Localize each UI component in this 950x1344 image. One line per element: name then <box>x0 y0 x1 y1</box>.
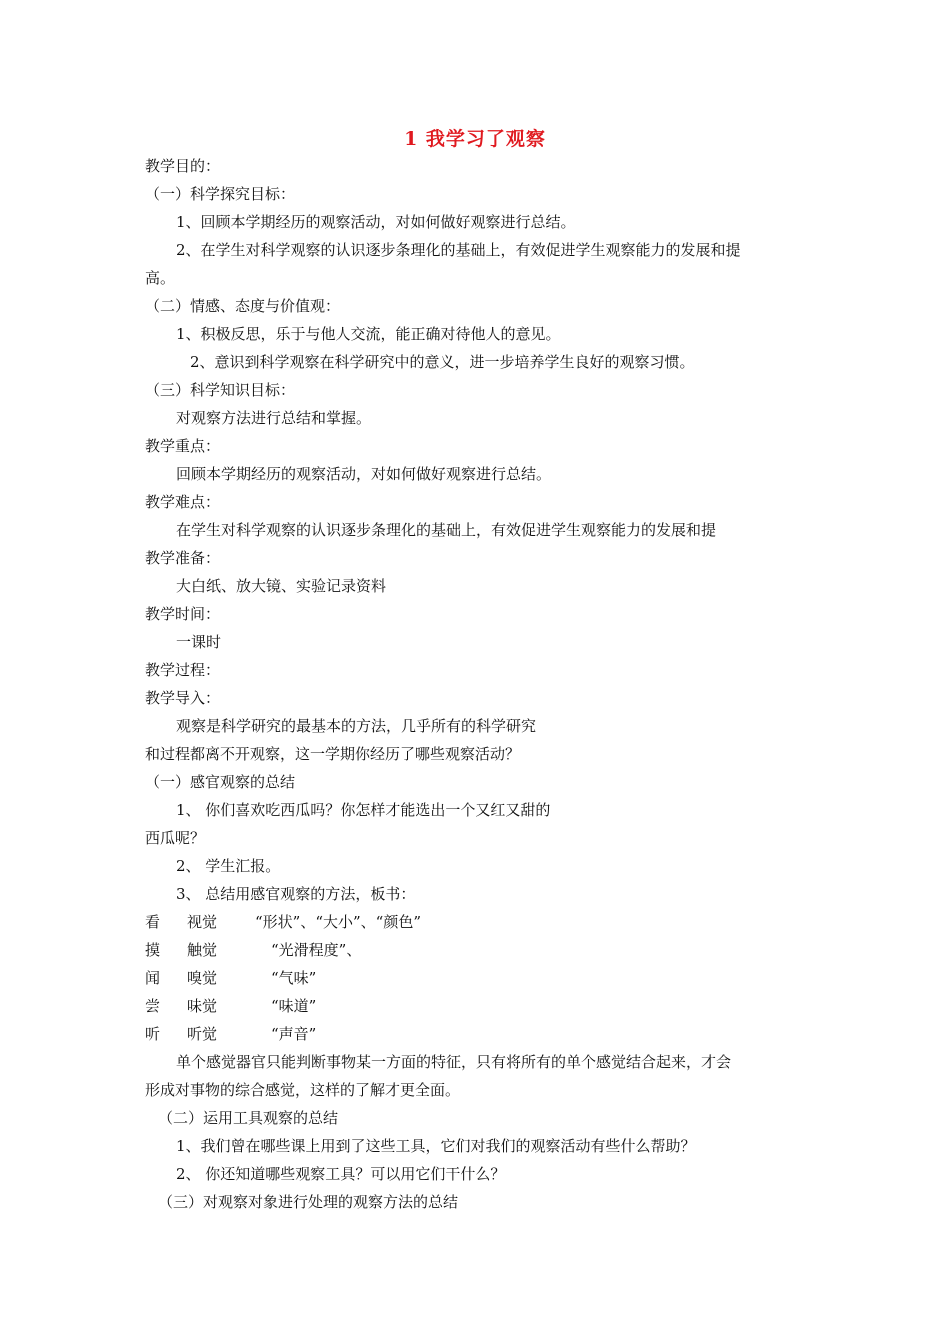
heading-intro: 教学导入： <box>145 689 221 707</box>
sense-desc: “声音” <box>271 1025 317 1043</box>
paragraph: 2、在学生对科学观察的认识逐步条理化的基础上，有效促进学生观察能力的发展和提 <box>176 241 741 259</box>
page-title: 1 我学习了观察 <box>404 128 546 150</box>
heading-time: 教学时间： <box>145 605 221 623</box>
sense-verb: 摸 <box>145 941 161 959</box>
sense-name: 触觉 <box>187 941 218 959</box>
paragraph: 单个感觉器官只能判断事物某一方面的特征，只有将所有的单个感觉结合起来，才会 <box>176 1053 732 1071</box>
section-3-heading: （三）科学知识目标： <box>145 381 296 399</box>
paragraph: 大白纸、放大镜、实验记录资料 <box>176 577 387 595</box>
paragraph: 1、 你们喜欢吃西瓜吗？你怎样才能选出一个又红又甜的 <box>176 801 551 819</box>
paragraph: 一课时 <box>176 633 222 651</box>
heading-key-points: 教学重点： <box>145 437 221 455</box>
paragraph: 1、积极反思，乐于与他人交流，能正确对待他人的意见。 <box>176 325 561 343</box>
paragraph: 观察是科学研究的最基本的方法，几乎所有的科学研究 <box>176 717 537 735</box>
paragraph: 形成对事物的综合感觉，这样的了解才更全面。 <box>145 1081 461 1099</box>
sense-desc: “味道” <box>271 997 317 1015</box>
sense-name: 听觉 <box>187 1025 218 1043</box>
sense-name: 嗅觉 <box>187 969 218 987</box>
paragraph: 在学生对科学观察的认识逐步条理化的基础上，有效促进学生观察能力的发展和提 <box>176 521 717 539</box>
subsection-3-heading: （三）对观察对象进行处理的观察方法的总结 <box>158 1193 459 1211</box>
sense-verb: 尝 <box>145 997 161 1015</box>
sense-name: 视觉 <box>187 913 218 931</box>
sense-verb: 闻 <box>145 969 161 987</box>
sense-name: 味觉 <box>187 997 218 1015</box>
sense-verb: 听 <box>145 1025 161 1043</box>
paragraph: 回顾本学期经历的观察活动，对如何做好观察进行总结。 <box>176 465 552 483</box>
section-1-heading: （一）科学探究目标： <box>145 185 296 203</box>
heading-difficulties: 教学难点： <box>145 493 221 511</box>
heading-process: 教学过程： <box>145 661 221 679</box>
paragraph: 和过程都离不开观察，这一学期你经历了哪些观察活动？ <box>145 745 521 763</box>
sense-desc: “气味” <box>271 969 317 987</box>
paragraph: 西瓜呢？ <box>145 829 206 847</box>
paragraph: 3、 总结用感官观察的方法，板书： <box>176 885 416 903</box>
paragraph: 2、 学生汇报。 <box>176 857 281 875</box>
heading-teaching-goals: 教学目的： <box>145 157 221 175</box>
paragraph: 1、我们曾在哪些课上用到了这些工具，它们对我们的观察活动有些什么帮助？ <box>176 1137 696 1155</box>
paragraph: 对观察方法进行总结和掌握。 <box>176 409 372 427</box>
paragraph: 2、 你还知道哪些观察工具？可以用它们干什么？ <box>176 1165 506 1183</box>
heading-preparation: 教学准备： <box>145 549 221 567</box>
paragraph: 1、回顾本学期经历的观察活动，对如何做好观察进行总结。 <box>176 213 576 231</box>
subsection-1-heading: （一）感官观察的总结 <box>145 773 296 791</box>
sense-desc: “光滑程度”、 <box>271 941 362 959</box>
section-2-heading: （二）情感、态度与价值观： <box>145 297 341 315</box>
paragraph: 2、意识到科学观察在科学研究中的意义，进一步培养学生良好的观察习惯。 <box>190 353 695 371</box>
sense-verb: 看 <box>145 913 161 931</box>
paragraph: 高。 <box>145 269 176 287</box>
sense-desc: “形状”、“大小”、“颜色” <box>255 913 422 931</box>
subsection-2-heading: （二）运用工具观察的总结 <box>158 1109 339 1127</box>
